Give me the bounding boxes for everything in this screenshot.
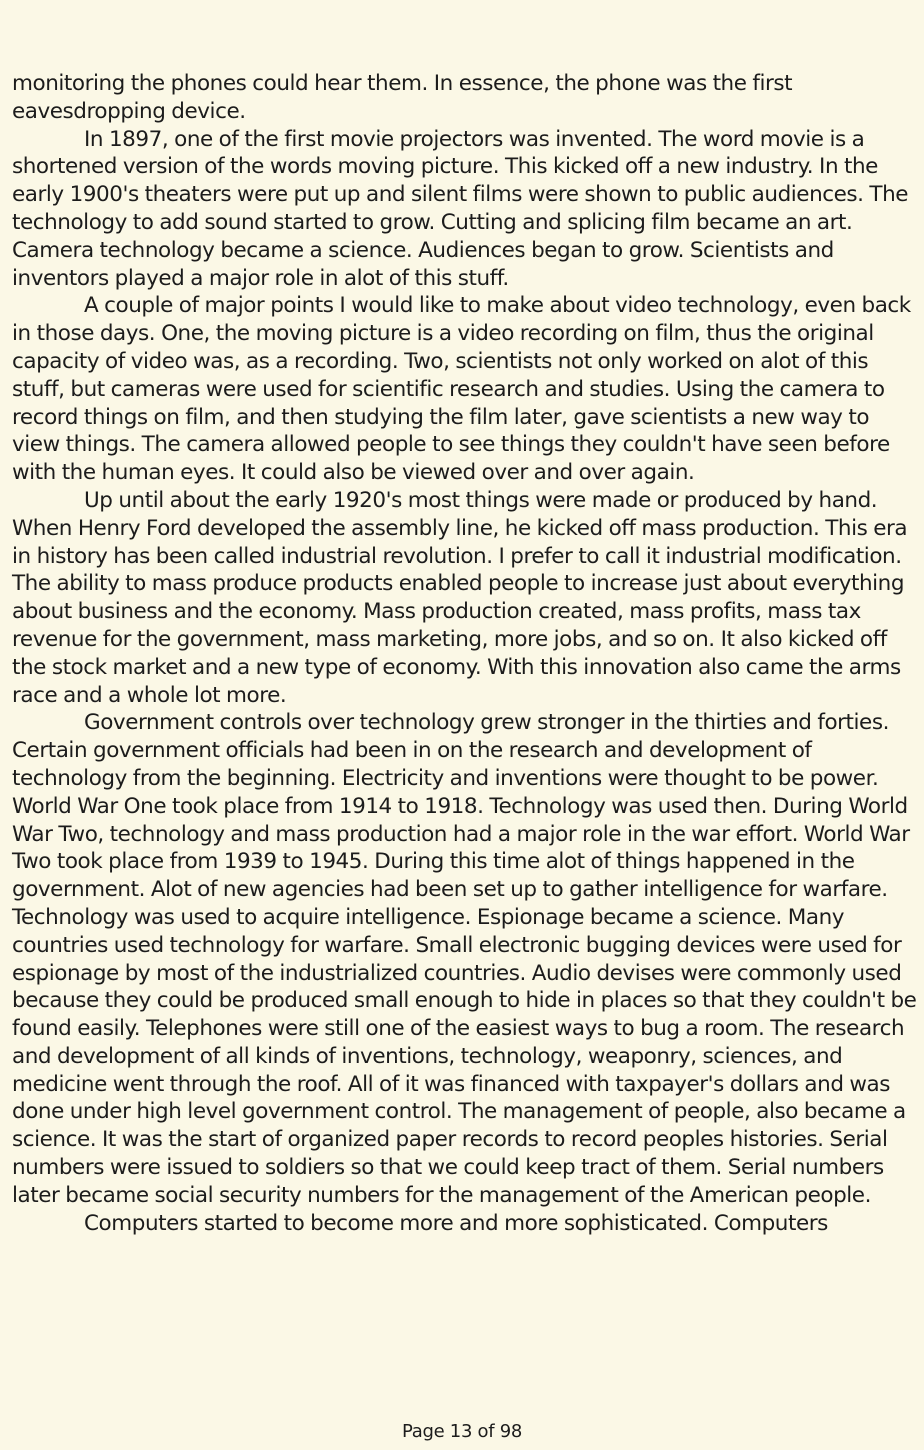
page-number: Page 13 of 98 (402, 1421, 522, 1442)
paragraph-video-technology: A couple of major points I would like to make about video technology, even back in those days. One, the moving picture is a video recording on film, thus the original capacity of video was, as a recording. Two, scientists not only worked on alot of this stuff, but cameras were used for scientific research and studies. Using the camera to record things on film, and then studying the film later, gave scientists a new way to view things. The camera allowed people to see things they couldn't have seen before with the human eyes. It could also be viewed over and over again. (12, 293, 911, 486)
paragraph-movie-projector: In 1897, one of the first movie projectors was invented. The word movie is a shortened version of the words moving picture. This kicked off a new industry. In the early 1900's theaters were put up and silent films were shown to public audiences. The technology to add sound started to grow. Cutting and splicing film became an art. Camera technology became a science. Audiences began to grow. Scientists and inventors played a major role in alot of this stuff. (12, 126, 909, 291)
paragraph-continuation: monitoring the phones could hear them. In essence, the phone was the first eavesdropping device. (12, 71, 793, 124)
paragraph-government-controls: Government controls over technology grew stronger in the thirties and forties. Certain government officials had been in on the research and development of technology from the beginning. Electricity and inventions were thought to be power. World War One took place from 1914 to 1918. Technology was used then. During World War Two, technology and mass production had a major role in the war effort. World War Two took place from 1939 to 1945. During this time alot of things happened in the government. Alot of new agencies had been set up to gather intelligence for warfare. Technology was used to acquire intelligence. Espionage became a science. Many countries used technology for warfare. Small electronic bugging devices were used for espionage by most of the industrialized countries. Audio devises were commonly used because they could be produced small enough to hide in places so that they couldn't be found easily. Telephones were still one of the easiest ways to bug a room. The research and development of all kinds of inventions, technology, weaponry, sciences, and medicine went through the roof. All of it was financed with taxpayer's dollars and was done under high level government control. The management of people, also became a science. It was the start of organized paper records to record peoples histories. Serial numbers were issued to soldiers so that we could keep tract of them. Serial numbers later became social security numbers for the management of the American people. (12, 710, 917, 1208)
paragraph-computers: Computers started to become more and more sophisticated. Computers (84, 1210, 828, 1236)
document-body (12, 70, 920, 1237)
paragraph-mass-production: Up until about the early 1920's most things were made or produced by hand. When Henry Ford developed the assembly line, he kicked off mass production. This era in history has been called industrial revolution. I prefer to call it industrial modification. The ability to mass produce products enabled people to increase just about everything about business and the economy. Mass production created, mass profits, mass tax revenue for the government, mass marketing, more jobs, and so on. It also kicked off the stock market and a new type of economy. With this innovation also came the arms race and a whole lot more. (12, 487, 908, 708)
